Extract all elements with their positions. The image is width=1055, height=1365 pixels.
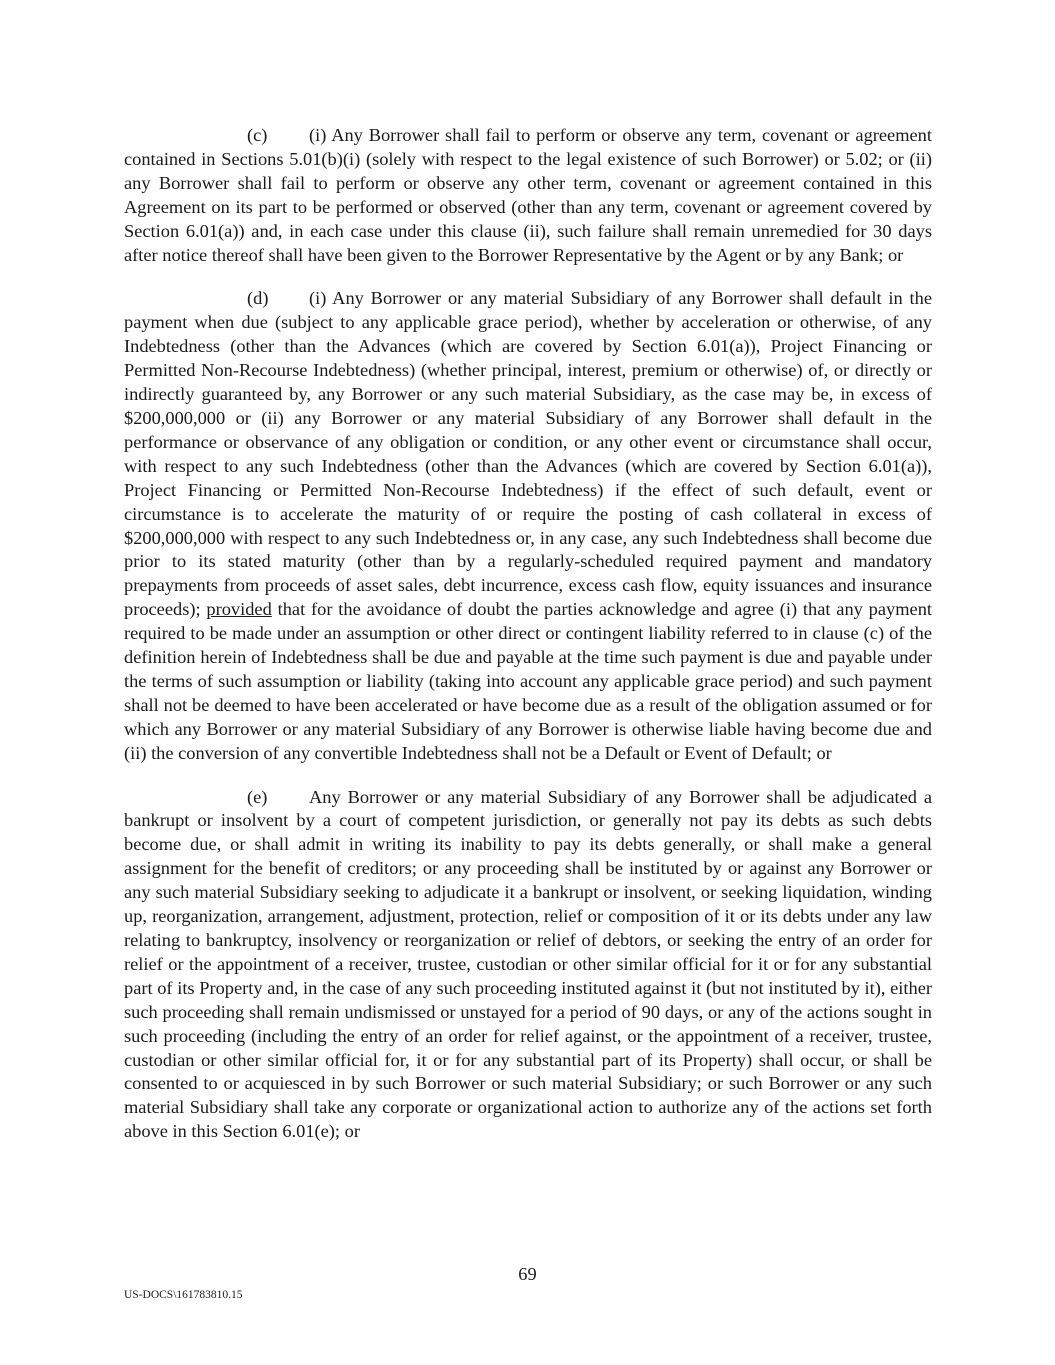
paragraph-text-after: that for the avoidance of doubt the parties acknowledge and agree (i) that any payment required to be made under an assumption or other direct or contingent liability referred to in clause (c) of the definition herein of Indebtedness shall be due and payable at the time such payment is due and payable under the terms of such assumption or liability (taking into account any applicable grace period) and such payment shall not be deemed to have been accelerated or have become due as a result of the obligation assumed or for which any Borrower or any material Subsidiary of any Borrower is otherwise liable having become due and (ii) the conversion of any convertible Indebtedness shall not be a Default or Event of Default; or bbox=[124, 599, 933, 763]
paragraph-text-before: (i) Any Borrower or any material Subsidiary of any Borrower shall default in the payment when due (subject to any applicable grace period), whether by acceleration or otherwise, of any Indebtedness (other than the Advances (which are covered by Section 6.01(a)), Project Financing or Permitted Non-Recourse Indebtedness) (whether principal, interest, premium or otherwise) of, or directly or indirectly guaranteed by, any Borrower or any such material Subsidiary, as the case may be, in excess of $200,000,000 or (ii) any Borrower or any material Subsidiary of any Borrower shall default in the performance or observance of any obligation or condition, or any other event or circumstance shall occur, with respect to any such Indebtedness (other than the Advances (which are covered by Section 6.01(a)), Project Financing or Permitted Non-Recourse Indebtedness) if the effect of such default, event or circumstance is to accelerate the maturity of or require the posting of cash collateral in excess of $200,000,000 with respect to any such Indebtedness or, in any case, any such Indebtedness shall become due prior to its stated maturity (other than by a regularly-scheduled required payment and mandatory prepayments from proceeds of asset sales, debt incurrence, excess cash flow, equity issuances and insurance proceeds); bbox=[124, 288, 932, 620]
page-number: 69 bbox=[518, 1264, 537, 1284]
paragraph-text: (i) Any Borrower shall fail to perform or observe any term, covenant or agreement contained in Sections 5.01(b)(i) (solely with respect to the legal existence of such Borrower) or 5.02; or (ii) any Borrower shall fail to perform or observe any other term, covenant or agreement contained in this Agreement on its part to be performed or observed (other than any term, covenant or agreement covered by Section 6.01(a)) and, in each case under this clause (ii), such failure shall remain unremedied for 30 days after notice thereof shall have been given to the Borrower Representative by the Agent or by any Bank; or bbox=[124, 125, 932, 265]
paragraph-text: Any Borrower or any material Subsidiary of any Borrower shall be adjudicated a bankrupt or insolvent by a court of competent jurisdiction, or generally not pay its debts as such debts become due, or shall admit in writing its inability to pay its debts generally, or shall make a general assignment for the benefit of creditors; or any proceeding shall be instituted by or against any Borrower or any such material Subsidiary seeking to adjudicate it a bankrupt or insolvent, or seeking liquidation, winding up, reorganization, arrangement, adjustment, protection, relief or composition of it or its debts under any law relating to bankruptcy, insolvency or reorganization or relief of debtors, or seeking the entry of an order for relief or the appointment of a receiver, trustee, custodian or other similar official for it or for any substantial part of its Property and, in the case of any such proceeding instituted against it (but not instituted by it), either such proceeding shall remain undismissed or unstayed for a period of 90 days, or any of the actions sought in such proceeding (including the entry of an order for relief against, or the appointment of a receiver, trustee, custodian or other similar official for, it or for any substantial part of its Property) shall occur, or shall be consented to or acquiesced in by such Borrower or such material Subsidiary; or such Borrower or any such material Subsidiary shall take any corporate or organizational action to authorize any of the actions set forth above in this Section 6.01(e); or bbox=[124, 786, 932, 1142]
document-id: US-DOCS\161783810.15 bbox=[124, 1289, 243, 1301]
paragraph-c bbox=[124, 124, 932, 267]
paragraph-label: (c) bbox=[247, 125, 268, 145]
provided-term: provided bbox=[206, 599, 272, 620]
paragraph-d bbox=[124, 287, 932, 765]
document-body bbox=[124, 124, 932, 1164]
paragraph-label: (d) bbox=[247, 288, 269, 309]
paragraph-label: (e) bbox=[247, 786, 268, 807]
paragraph-e bbox=[124, 786, 932, 1145]
